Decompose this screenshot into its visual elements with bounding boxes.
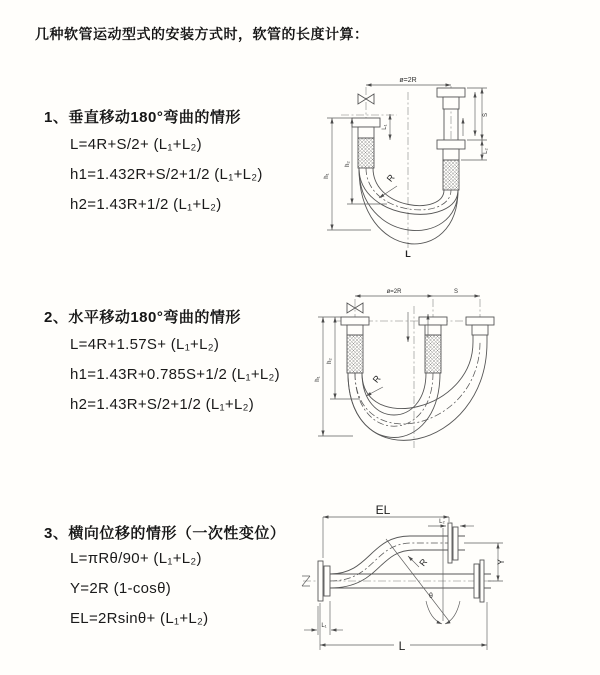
- left-flange-fitting: [352, 118, 380, 168]
- section-2-formula-L: L=4R+1.57S+ (L₁+L₂): [70, 336, 220, 353]
- dim-label-l2: L₂: [439, 519, 445, 525]
- braided-hose-section: [443, 160, 459, 190]
- section-1-formula-h1: h1=1.432R+S/2+1/2 (L₁+L₂): [70, 166, 263, 183]
- dim-heights: [324, 118, 387, 230]
- radius-leader: [366, 373, 383, 396]
- section-2-formula-h1: h1=1.43R+0.785S+1/2 (L₁+L₂): [70, 366, 280, 383]
- dim-label-el: EL: [375, 503, 391, 517]
- page-title: 几种软管运动型式的安装方式时，软管的长度计算：: [35, 26, 369, 42]
- dim-pipe-spacing: [366, 77, 451, 85]
- diagram-3-lateral-displacement-drawing: [298, 503, 596, 665]
- section-2-formula-h2: h2=1.43R+S/2+1/2 (L₁+L₂): [70, 396, 255, 413]
- right-flange-fitting: [466, 317, 494, 342]
- u-bend-hose-displaced: [348, 342, 487, 440]
- dim-label-l2: L₂: [483, 148, 489, 154]
- length-label: L: [398, 639, 406, 653]
- section-1-formula-L: L=4R+S/2+ (L₁+L₂): [70, 136, 202, 153]
- radius-label: R: [370, 373, 383, 385]
- dim-label-s: S: [453, 289, 459, 295]
- braided-hose-section: [425, 335, 441, 373]
- braided-hose-section: [347, 335, 363, 373]
- section-3-formula-L: L=πRθ/90+ (L₁+L₂): [70, 550, 202, 567]
- section-3-heading: 3、横向位移的情形（一次性变位）: [44, 525, 286, 542]
- section-2-heading: 2、水平移动180°弯曲的情形: [44, 309, 241, 326]
- section-1-formula-h2: h2=1.43R+1/2 (L₁+L₂): [70, 196, 222, 213]
- section-1-heading: 1、垂直移动180°弯曲的情形: [44, 109, 241, 126]
- s-curve-hose-displaced: [330, 536, 448, 588]
- dim-label-h1: h₁: [324, 173, 330, 179]
- upper-flange-fitting: [448, 523, 465, 563]
- section-3-formula-EL: EL=2Rsinθ+ (L₁+L₂): [70, 610, 209, 627]
- left-flange-fitting: [341, 317, 369, 373]
- dim-label-h1: h₁: [315, 376, 321, 382]
- dim-length: [320, 602, 487, 653]
- dim-label-s: S: [483, 112, 489, 118]
- dim-label-2r: ø=2R: [399, 77, 417, 84]
- dim-label-l1: L₁: [321, 623, 327, 629]
- dim-y: [464, 543, 506, 581]
- dim-label-y: Y: [496, 558, 506, 566]
- centerlines: [341, 86, 451, 248]
- radius-label: R: [384, 172, 397, 184]
- left-flange-fitting: [318, 561, 330, 601]
- diagram-2-horizontal-bend-drawing: [315, 284, 530, 456]
- dim-l1: [304, 601, 343, 635]
- theta-label: θ: [429, 593, 433, 600]
- u-bend-hose-original: [348, 373, 440, 438]
- section-3-formula-Y: Y=2R (1-cosθ): [70, 580, 172, 597]
- dim-label-h2: h₂: [327, 358, 333, 364]
- radius-label: R: [417, 556, 430, 569]
- dim-pipe-spacing: [355, 289, 480, 296]
- dim-label-2r: ø=2R: [386, 289, 402, 295]
- dim-label-h2: h₂: [345, 161, 351, 167]
- radius-leader: [379, 172, 397, 198]
- dim-l1: [382, 114, 390, 140]
- dim-label-l1: L₁: [382, 124, 388, 130]
- braided-hose-section: [358, 138, 374, 168]
- middle-flange-fitting: [419, 317, 447, 373]
- diagram-1-vertical-bend-drawing: [313, 72, 590, 264]
- length-label: L: [405, 249, 411, 259]
